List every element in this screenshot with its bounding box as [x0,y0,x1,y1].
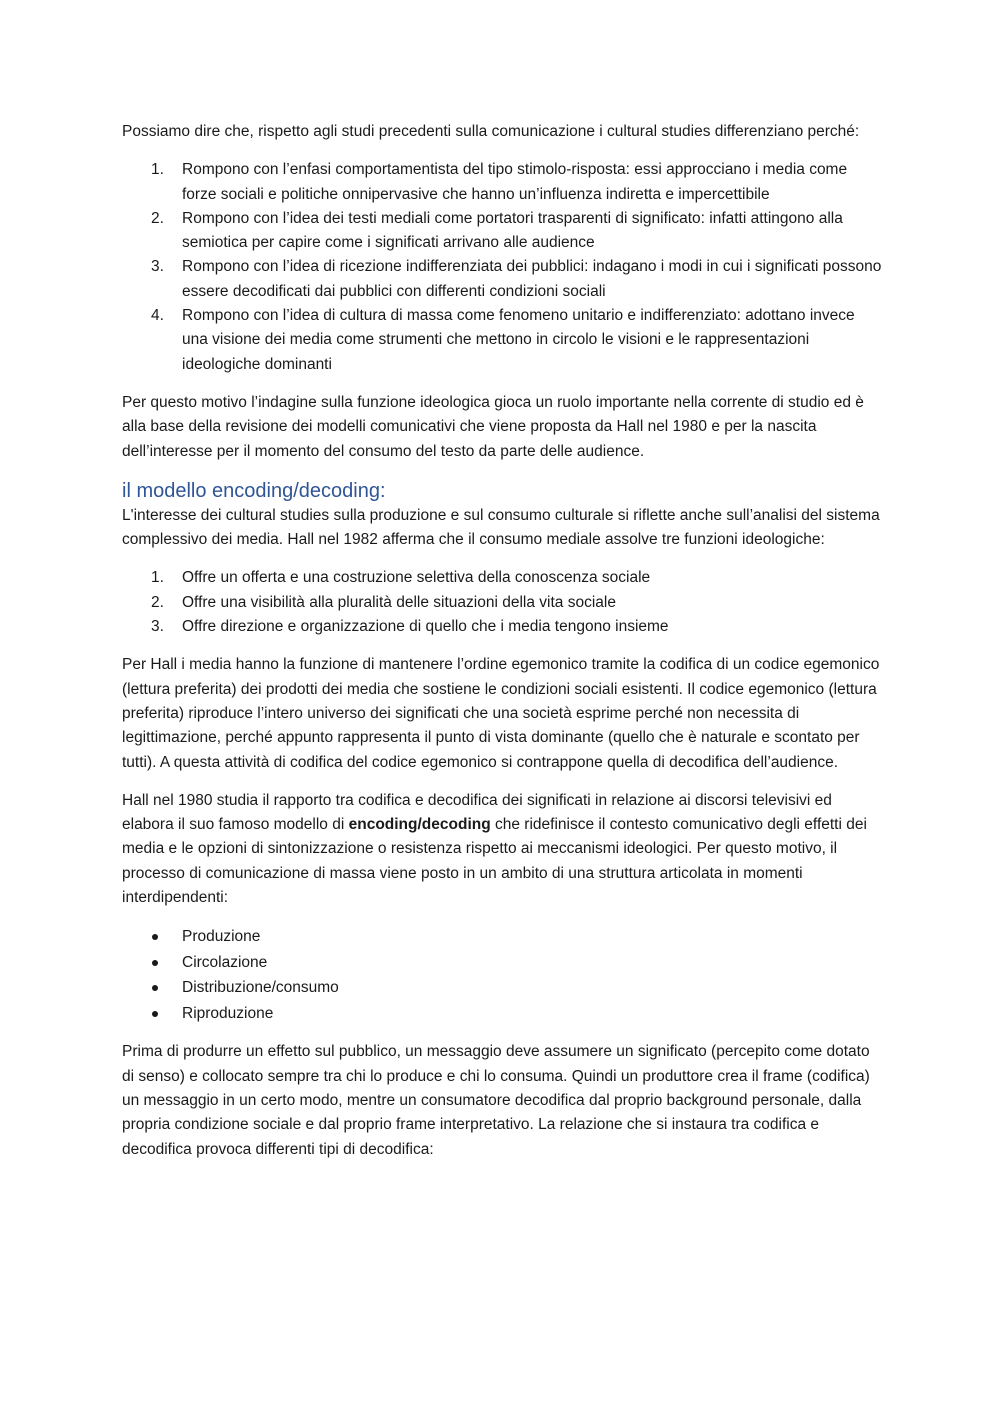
bold-term: encoding/decoding [348,816,491,834]
paragraph-text: Hall nel 1980 studia il rapporto tra codifica e decodifica dei significati in relazione ai discorsi televisivi ed elabora il suo famoso modello di [122,791,832,834]
list-item [122,158,882,207]
list-item-text: Distribuzione/consumo [182,979,339,997]
list-item [122,207,882,256]
intro-paragraph: Possiamo dire che, rispetto agli studi precedenti sulla comunicazione i cultural studies differenziano perché: [122,123,860,140]
list-item-text: Riproduzione [182,1004,274,1022]
list-number: 1. [151,569,164,587]
list-number: 1. [151,161,164,179]
list-item-text: Rompono con l’enfasi comportamentista del tipo stimolo-risposta: essi approcciano i media come forze sociali e politiche onnipervasive che hanno un’influenza indiretta e impercettibile [182,161,848,203]
list-number: 4. [151,307,164,325]
list-item-text: Produzione [182,928,261,946]
moments-list [122,924,882,1026]
list-item [122,950,882,976]
list-item [122,591,882,615]
list-number: 3. [151,258,164,276]
list-item-text: Offre un offerta e una costruzione selettiva della conoscenza sociale [182,569,651,587]
list-item-text: Offre una visibilità alla pluralità delle situazioni della vita sociale [182,593,616,611]
list-item [122,566,882,590]
bullet-icon [152,960,158,966]
paragraph-encoding-decoding [122,789,882,910]
ideological-functions-list [122,566,882,639]
section-heading: il modello encoding/decoding: [122,479,386,502]
paragraph-message-meaning: Prima di produrre un effetto sul pubblico, un messaggio deve assumere un significato (percepito come dotato di senso) e collocato sempre tra chi lo produce e chi lo consuma. Quindi un produttore crea il frame (codifica) un messaggio in un certo modo, mentre un consumatore decodifica dal proprio background personale, dalla propria condizione sociale e dal proprio frame interpretativo. La relazione che si instaura tra codifica e decodifica provoca differenti tipi di decodifica: [122,1043,870,1158]
bullet-icon [152,934,158,940]
paragraph-ideological-function: Per questo motivo l’indagine sulla funzione ideologica gioca un ruolo importante nella corrente di studio ed è alla base della revisione dei modelli comunicativi che viene proposta da Hall nel 1980 e per la nascita dell’interesse per il momento del consumo del testo da parte delle audience. [122,393,864,460]
differences-list [122,158,882,377]
list-item [122,255,882,304]
list-number: 2. [151,209,164,227]
list-item-text: Offre direzione e organizzazione di quello che i media tengono insieme [182,618,669,636]
list-item [122,304,882,377]
list-item [122,975,882,1001]
list-item [122,615,882,639]
list-item-text: Rompono con l’idea di cultura di massa come fenomeno unitario e indifferenziato: adottano invece una visione dei media come strumenti che mettono in circolo le visioni e le rappresentazioni ideologiche dominanti [182,307,855,373]
list-item [122,1001,882,1027]
paragraph-hegemonic-code: Per Hall i media hanno la funzione di mantenere l’ordine egemonico tramite la codifica di un codice egemonico (lettura preferita) dei prodotti dei media che sostiene le condizioni sociali esistenti. Il codice egemonico (lettura preferita) riproduce l’intero universo dei significati che una società esprime perché non necessita di legittimazione, perché appunto rappresenta il punto di vista dominante (quello che è naturale e scontato per tutti). A questa attività di codifica del codice egemonico si contrappone quella di decodifica dell’audience. [122,656,880,771]
list-number: 2. [151,593,164,611]
list-item-text: Circolazione [182,953,268,971]
list-item [122,924,882,950]
document-page [122,120,882,1176]
bullet-icon [152,985,158,991]
bullet-icon [152,1011,158,1017]
paragraph-text: che ridefinisce il contesto comunicativo degli effetti dei media e le opzioni di sintonizzazione o resistenza rispetto ai meccanismi ideologici. Per questo motivo, il processo di comunicazione di massa viene posto in un ambito di una struttura articolata in momenti interdipendenti: [122,816,867,907]
list-item-text: Rompono con l’idea di ricezione indifferenziata dei pubblici: indagano i modi in cui i significati possono essere decodificati dai pubblici con differenti condizioni sociali [182,258,882,300]
list-item-text: Rompono con l’idea dei testi mediali come portatori trasparenti di significato: infatti attingono alla semiotica per capire come i significati arrivano alle audience [182,209,843,252]
paragraph-cultural-studies: L'interesse dei cultural studies sulla produzione e sul consumo culturale si riflette anche sull’analisi del sistema complessivo dei media. Hall nel 1982 afferma che il consumo mediale assolve tre funzioni ideologiche: [122,506,880,549]
list-number: 3. [151,618,164,636]
